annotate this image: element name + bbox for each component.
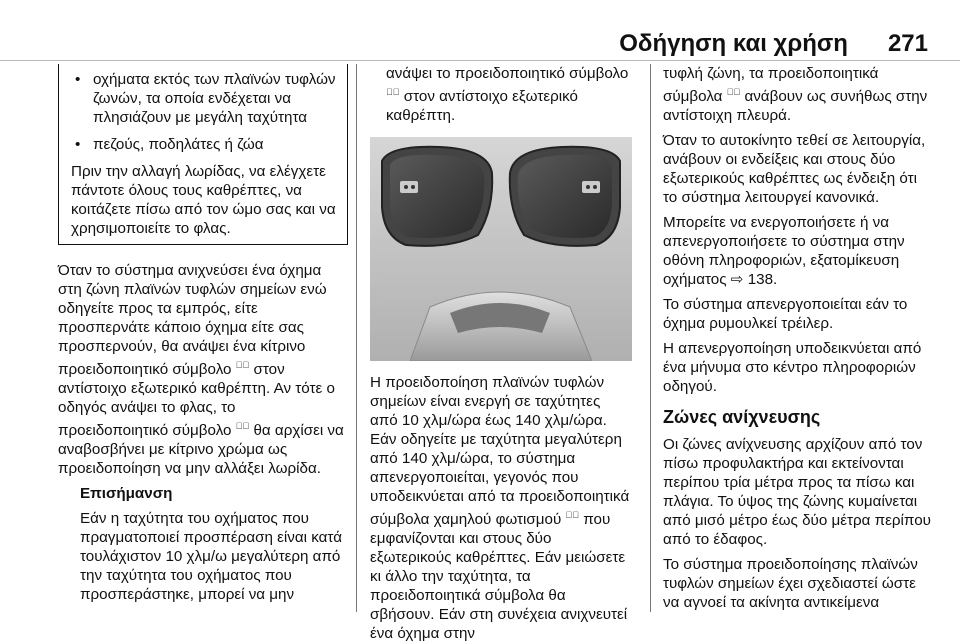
note-text: Εάν η ταχύτητα του οχήματος που πραγματοποιεί προσπέραση είναι κατά τουλάχιστον 10 χλμ/ω μεγαλύτερη από την ταχύτητα του οχήματος που προσπεράστηκε, μπορεί να μην bbox=[80, 510, 342, 604]
side-blind-spot-warning-icon: ⁎⃞ bbox=[235, 360, 250, 370]
paragraph-text: Η προειδοποίηση πλαϊνών τυφλών σημείων είναι ενεργή σε ταχύτητες από 10 χλμ/ώρα έως 140 χλμ/ώρα. Εάν οδηγείτε με ταχύτητα μεγαλύτερη από 140 χλμ/ώρα, το σύστημα απενεργοποιείται, γεγονός που υποδεικνύεται από τα προειδοποιητικά σύμβολα χαμηλού φωτισμού bbox=[370, 374, 630, 529]
paragraph: Το σύστημα προειδοποίησης πλαϊνών τυφλών σημείων έχει σχεδιαστεί ώστε να αγνοεί τα ακίνητα αντικείμενα bbox=[663, 556, 918, 612]
warning-box bbox=[58, 64, 348, 245]
side-blind-spot-warning-icon: ⁎⃞ bbox=[565, 510, 580, 521]
paragraph: Οι ζώνες ανίχνευσης αρχίζουν από τον πίσω προφυλακτήρα και εκτείνονται περίπου τρία μέτρα προς τα πίσω και πλάγια. Το ύψος της ζώνης κυμαίνεται από μισό μέτρο έως δύο μέτρα περίπου από το έδαφος. bbox=[663, 436, 931, 549]
column-1 bbox=[58, 64, 348, 610]
running-header bbox=[619, 30, 928, 58]
column-2 bbox=[370, 64, 632, 642]
paragraph: Το σύστημα απενεργοποιείται εάν το όχημα ρυμουλκεί τρέιλερ. bbox=[663, 296, 908, 333]
warning-bullet: • πεζούς, ποδηλάτες ή ζώα bbox=[71, 135, 337, 154]
note-heading: Επισήμανση bbox=[80, 485, 173, 503]
paragraph-text: ανάβουν ως συνήθως στην αντίστοιχη πλευρά. bbox=[663, 88, 928, 125]
paragraph-text: στον αντίστοιχο εξωτερικό καθρέπτη. bbox=[386, 88, 578, 125]
paragraph-text: στον αντίστοιχο εξωτερικό καθρέπτη. Αν τότε ο οδηγός ανάψει το φλας, το προειδοποιητικό σύμβολο bbox=[58, 361, 335, 440]
paragraph-text: Όταν το σύστημα ανιχνεύσει ένα όχημα στη ζώνη πλαϊνών τυφλών σημείων ενώ οδηγείτε προς τα εμπρός, είτε προσπερνάτε κάποιο όχημα είτε σας προσπερνούν, θα ανάψει ένα κίτρινο προειδοποιητικό σύμβολο bbox=[58, 262, 327, 379]
paragraph bbox=[663, 64, 931, 125]
paragraph-text: ανάψει το προειδοποιητικό σύμβολο bbox=[386, 65, 629, 82]
column-3 bbox=[663, 64, 931, 618]
paragraph: Η απενεργοποίηση υποδεικνύεται από ένα μήνυμα στο κέντρο πληροφοριών οδηγού. bbox=[663, 340, 922, 396]
paragraph-text: θα αρχίσει να αναβοσβήνει με κίτρινο χρώμα ως προειδοποίηση να μην αλλάξει λωρίδα. bbox=[58, 422, 344, 478]
side-blind-spot-warning-icon: ⁎⃞ bbox=[386, 87, 400, 97]
running-title: Οδήγηση και χρήση bbox=[619, 30, 848, 57]
paragraph-text: που εμφανίζονται και στους δύο εξωτερικούς καθρέπτες. Εάν μειώσετε κι άλλο την ταχύτητα, τα προειδοποιητικά σύμβολα θα σβήσουν. Εάν στη συνέχεια ανιχνευτεί ένα όχημα στην bbox=[370, 511, 628, 642]
column-divider bbox=[356, 64, 357, 612]
mirror-illustration-svg bbox=[370, 137, 632, 361]
page-number: 271 bbox=[887, 30, 928, 57]
paragraph: Μπορείτε να ενεργοποιήσετε ή να απενεργοποιήσετε το σύστημα στην οθόνη πληροφοριών, εξατομίκευση οχήματος ⇨ 138. bbox=[663, 214, 905, 289]
paragraph bbox=[58, 261, 348, 478]
warning-bullet: • οχήματα εκτός των πλαϊνών τυφλών ζωνών, τα οποία ενδέχεται να πλησιάζουν με μεγάλη ταχύτητα bbox=[71, 70, 337, 127]
section-heading: Ζώνες ανίχνευσης bbox=[663, 407, 821, 428]
paragraph: Όταν το αυτοκίνητο τεθεί σε λειτουργία, ανάβουν οι ενδείξεις και στους δύο εξωτερικούς καθρέπτες ως ένδειξη ότι το σύστημα λειτουργεί κανονικά. bbox=[663, 132, 926, 207]
paragraph bbox=[370, 373, 632, 642]
mirror-illustration bbox=[370, 137, 632, 361]
side-blind-spot-warning-icon: ⁎⃞ bbox=[726, 87, 741, 97]
header-rule bbox=[0, 60, 960, 61]
column-divider bbox=[650, 64, 651, 612]
paragraph bbox=[386, 64, 632, 125]
warning-bullet-list bbox=[71, 70, 337, 154]
warning-text: Πριν την αλλαγή λωρίδας, να ελέγχετε πάντοτε όλους τους καθρέπτες, να κοιτάζετε πίσω από τον ώμο σας και να χρησιμοποιείτε το φλας. bbox=[71, 163, 336, 237]
side-blind-spot-warning-icon: ⁎⃞ bbox=[235, 421, 250, 432]
paragraph-text: τυφλή ζώνη, τα προειδοποιητικά σύμβολα bbox=[663, 65, 879, 106]
